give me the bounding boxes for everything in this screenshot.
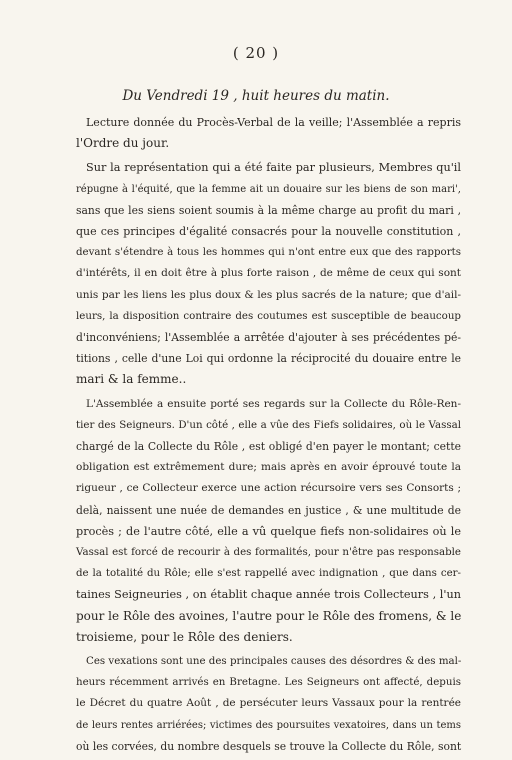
text-line: procès ; de l'autre côté, elle a vû quelque fiefs non-solidaires où le — [76, 524, 461, 538]
text-line: obligation est extrêmement dure; mais après en avoir éprouvé toute la — [76, 461, 461, 474]
text-line: que ces principes d'égalité consacrés pour la nouvelle constitution , — [76, 225, 461, 239]
page-number: ( 20 ) — [232, 44, 280, 62]
text-line: Ces vexations sont une des principales causes des désordres & des mal- — [86, 655, 462, 668]
text-line: où les corvées, du nombre desquels se trouve la Collecte du Rôle, sont — [76, 739, 462, 753]
text-line: heurs récemment arrivés en Bretagne. Les Seigneurs ont affecté, depuis — [76, 676, 461, 689]
text-line: répugne à l'équité, que la femme ait un douaire sur les biens de son mari', — [76, 183, 461, 195]
text-line: de leurs rentes arriérées; victimes des poursuites vexatoires, dans un tems — [76, 719, 461, 731]
text-line: chargé de la Collecte du Rôle , est obligé d'en payer le montant; cette — [76, 440, 461, 454]
text-line: troisieme, pour le Rôle des deniers. — [76, 629, 293, 644]
text-line: d'intérêts, il en doit être à plus forte raison , de même de ceux qui sont — [76, 267, 461, 280]
paragraph-1 — [76, 112, 461, 154]
text-line: delà, naissent une nuée de demandes en justice , & une multitude de — [76, 503, 461, 517]
text-line: Lecture donnée du Procès-Verbal de la veille; l'Assemblée a repris — [86, 116, 461, 129]
session-heading: Du Vendredi 19 , huit heures du matin. — [122, 88, 390, 104]
text-line: devant s'étendre à tous les hommes qui n'ont entre eux que des rapports — [76, 246, 461, 259]
text-line: d'inconvéniens; l'Assemblée a arrêtée d'ajouter à ses précédentes pé- — [76, 331, 461, 345]
text-line: taines Seigneuries , on établit chaque année trois Collecteurs , l'un — [76, 588, 461, 602]
text-line: tier des Seigneurs. D'un côté , elle a vûe des Fiefs solidaires, où le Vassal — [76, 418, 461, 431]
text-line: Vassal est forcé de recourir à des formalités, pour n'être pas responsable — [76, 546, 461, 559]
text-line: rigueur , ce Collecteur exerce une action récursoire vers ses Consorts ; — [76, 482, 461, 495]
text-line: de la totalité du Rôle; elle s'est rappellé avec indignation , que dans cer- — [76, 567, 461, 580]
text-body — [76, 112, 461, 760]
text-line: leurs, la disposition contraire des coutumes est susceptible de beaucoup — [76, 309, 461, 322]
paragraph-2 — [76, 157, 461, 390]
text-line: sans que les siens soient soumis à la même charge au profit du mari , — [76, 203, 461, 217]
paragraph-3 — [76, 394, 461, 648]
text-line: L'Assemblée a ensuite porté ses regards sur la Collecte du Rôle-Ren- — [86, 397, 461, 410]
text-line: l'Ordre du jour. — [76, 136, 170, 151]
text-line: pour le Rôle des avoines, l'autre pour le Rôle des fromens, & le — [76, 608, 462, 623]
text-line: mari & la femme.. — [76, 372, 187, 387]
text-line: le Décret du quatre Août , de persécuter leurs Vassaux pour la rentrée — [76, 697, 461, 710]
text-line: titions , celle d'une Loi qui ordonne la réciprocité du douaire entre le — [76, 352, 461, 366]
text-line: Sur la représentation qui a été faite par plusieurs, Membres qu'il — [86, 161, 461, 175]
text-line: unis par les liens les plus doux & les plus sacrés de la nature; que d'ail- — [76, 288, 461, 301]
paragraph-4 — [76, 651, 461, 757]
